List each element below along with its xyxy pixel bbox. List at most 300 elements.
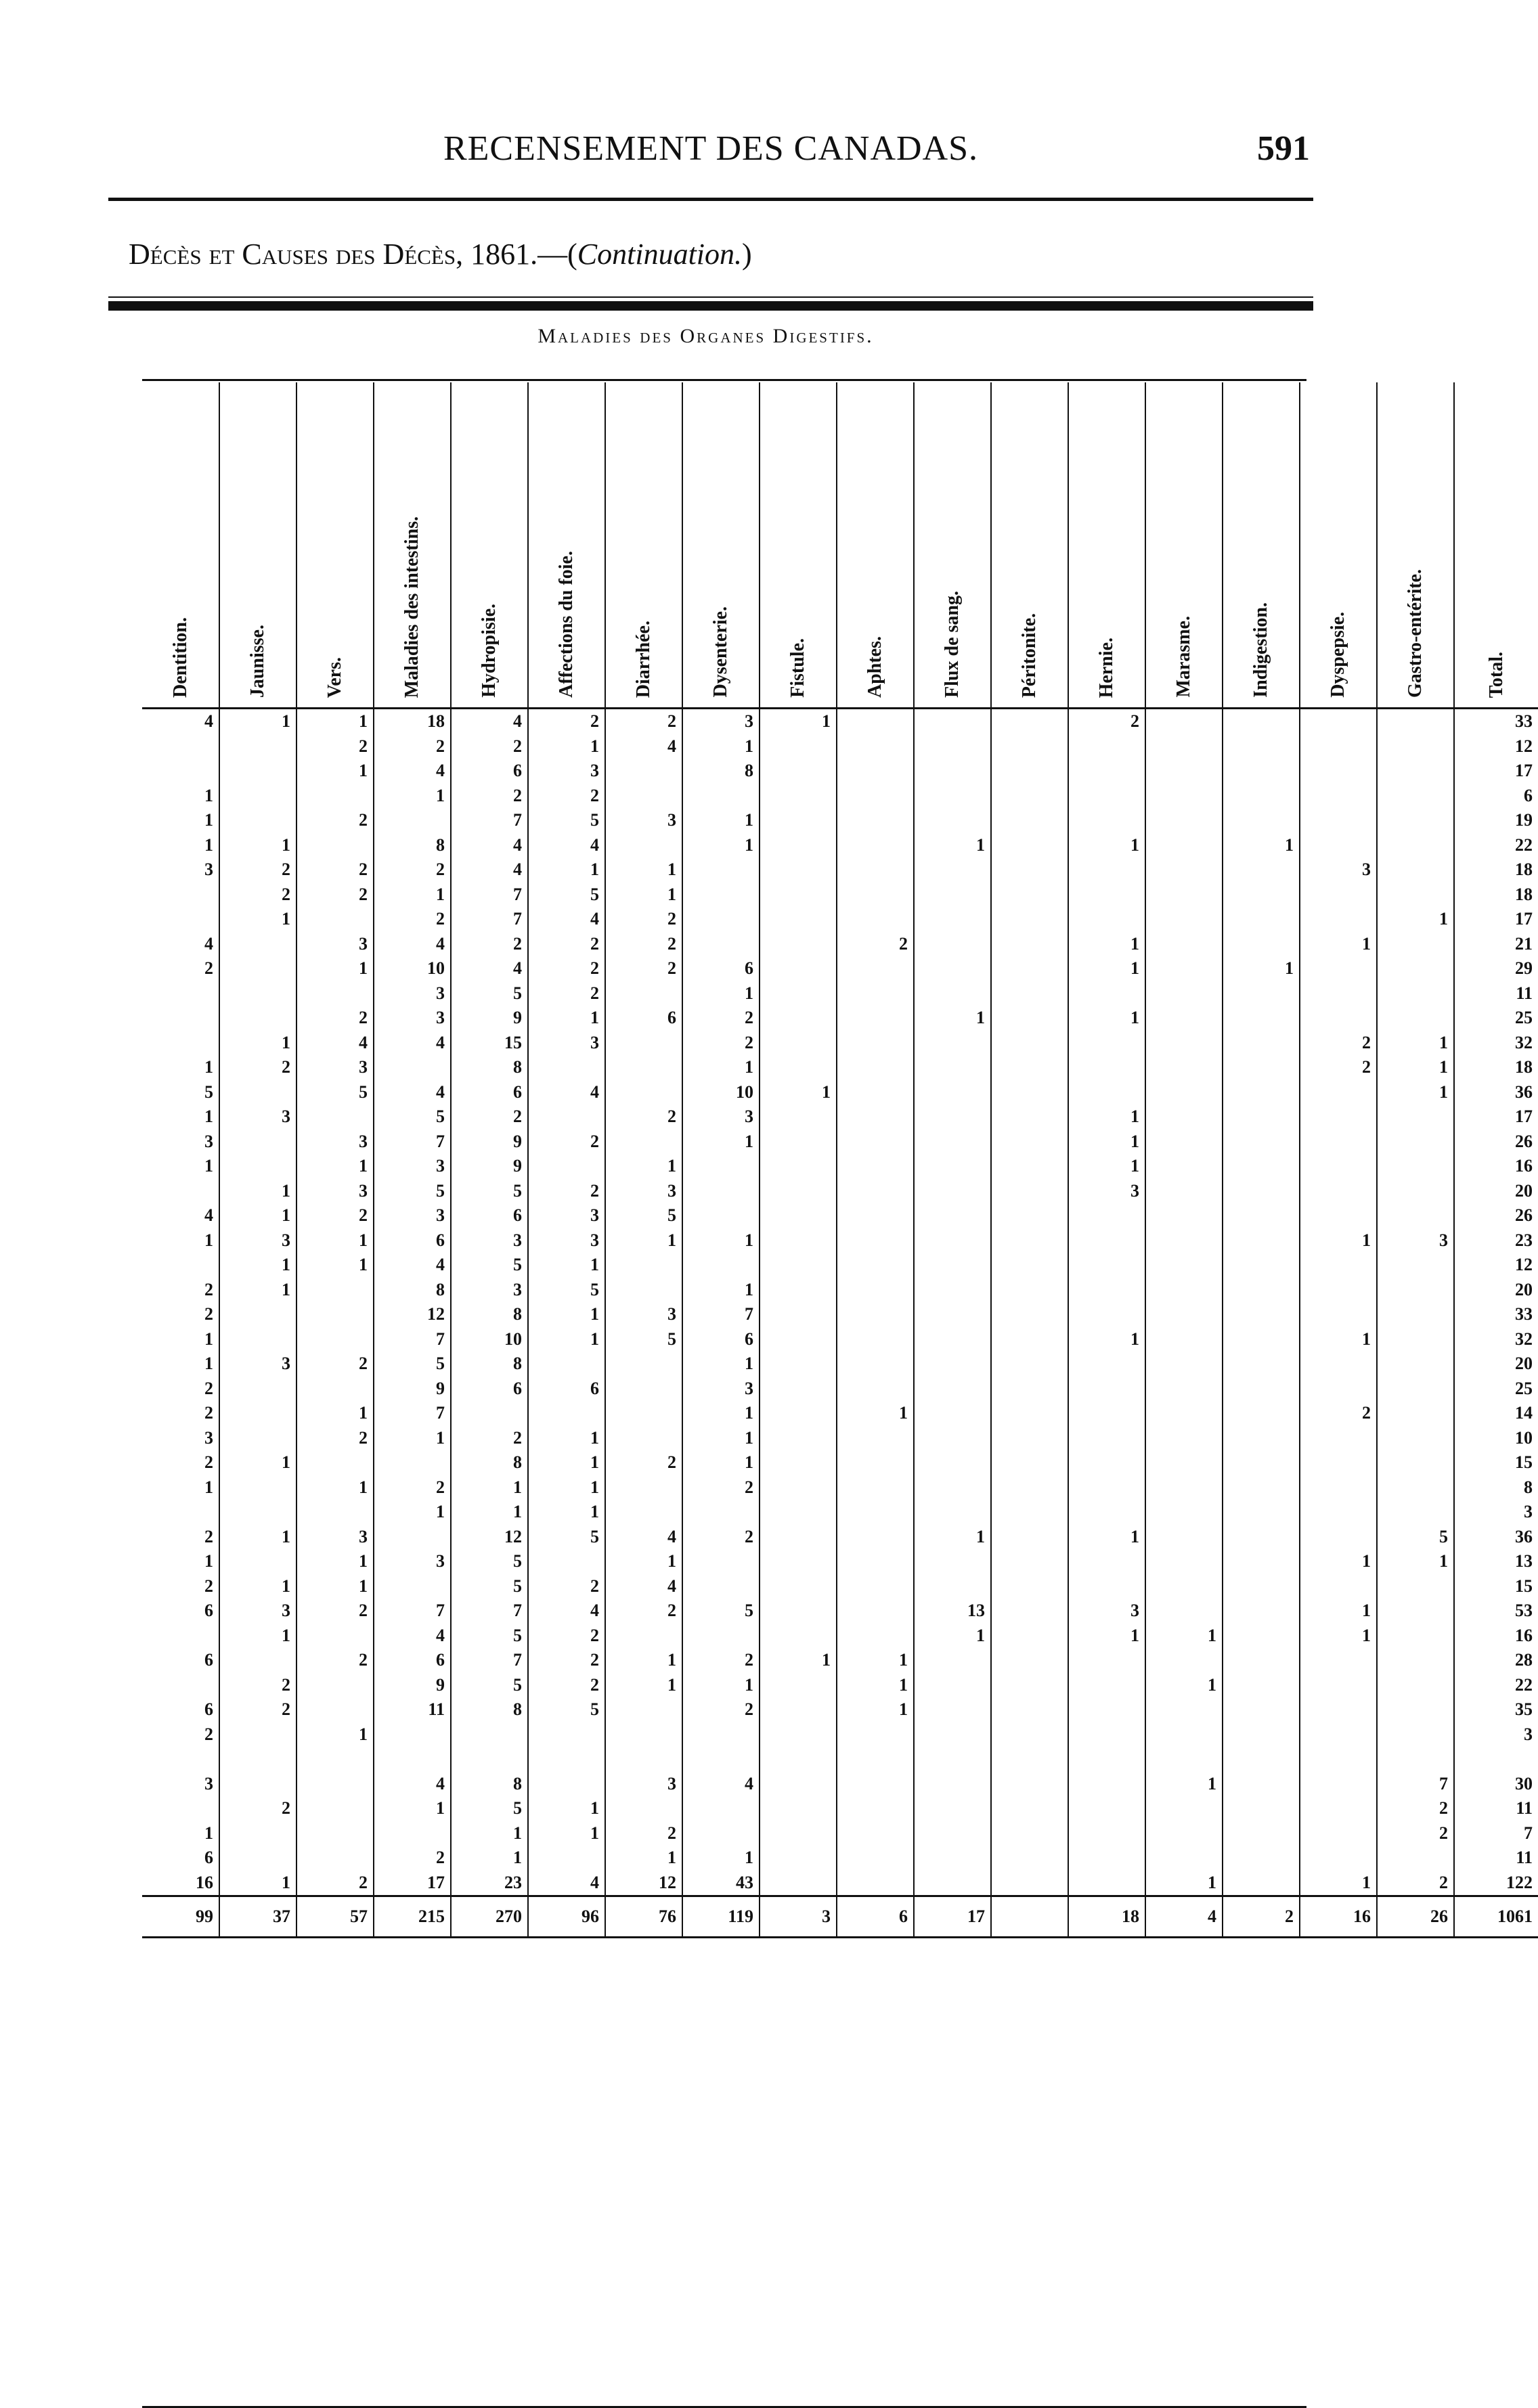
table-cell: 7 bbox=[451, 1648, 528, 1673]
table-row bbox=[142, 1722, 1538, 1747]
table-cell bbox=[914, 932, 991, 957]
table-cell bbox=[991, 1821, 1068, 1846]
table-cell: 1 bbox=[914, 833, 991, 858]
table-cell: 4 bbox=[451, 709, 528, 734]
column-header-label: Hernie. bbox=[1096, 637, 1117, 698]
table-cell bbox=[914, 1154, 991, 1179]
table-cell bbox=[1068, 734, 1145, 759]
table-cell bbox=[1068, 1055, 1145, 1080]
column-total-cell: 26 bbox=[1377, 1896, 1454, 1938]
table-cell: 1 bbox=[451, 1475, 528, 1500]
table-cell bbox=[142, 1673, 219, 1698]
table-cell: 3 bbox=[682, 709, 760, 734]
table-cell: 2 bbox=[451, 1105, 528, 1130]
table-cell bbox=[837, 1377, 914, 1402]
table-cell bbox=[219, 1549, 296, 1574]
table-cell bbox=[914, 1821, 991, 1846]
table-cell bbox=[682, 883, 760, 908]
table-cell: 2 bbox=[219, 1673, 296, 1698]
table-cell bbox=[1145, 932, 1223, 957]
table-cell bbox=[914, 709, 991, 734]
table-cell bbox=[914, 1450, 991, 1475]
table-cell bbox=[991, 709, 1068, 734]
table-cell: 10 bbox=[682, 1080, 760, 1105]
table-cell bbox=[1223, 1080, 1300, 1105]
table-cell: 7 bbox=[374, 1327, 451, 1352]
table-cell bbox=[837, 734, 914, 759]
column-header-label: Aphtes. bbox=[864, 636, 885, 698]
column-header-label: Indigestion. bbox=[1250, 602, 1271, 698]
table-cell: 5 bbox=[605, 1203, 682, 1228]
table-row bbox=[142, 1821, 1538, 1846]
table-cell bbox=[1223, 1599, 1300, 1624]
table-cell: 1 bbox=[605, 1549, 682, 1574]
table-cell bbox=[914, 1772, 991, 1797]
column-header-label: Jaunisse. bbox=[247, 624, 268, 698]
table-cell bbox=[1145, 1648, 1223, 1673]
table-cell bbox=[760, 1006, 837, 1031]
table-cell bbox=[991, 1179, 1068, 1204]
table-row bbox=[142, 1450, 1538, 1475]
table-cell bbox=[991, 734, 1068, 759]
table-cell bbox=[837, 1352, 914, 1377]
table-cell: 18 bbox=[374, 709, 451, 734]
row-total-cell: 20 bbox=[1454, 1352, 1538, 1377]
table-cell: 2 bbox=[528, 784, 605, 809]
table-row bbox=[142, 1549, 1538, 1574]
table-cell bbox=[296, 1846, 374, 1871]
table-cell bbox=[374, 1055, 451, 1080]
table-cell bbox=[1223, 1624, 1300, 1649]
table-cell bbox=[1300, 734, 1377, 759]
table-cell bbox=[760, 932, 837, 957]
table-cell: 2 bbox=[204, 1724, 213, 1744]
column-header-label: Gastro-entérite. bbox=[1405, 569, 1426, 698]
table-cell bbox=[1145, 1327, 1223, 1352]
table-cell: 2 bbox=[204, 1526, 213, 1546]
table-cell bbox=[528, 1747, 605, 1772]
table-cell: 5 bbox=[528, 883, 605, 908]
table-cell: 1 bbox=[760, 1648, 837, 1673]
table-cell bbox=[914, 734, 991, 759]
table-cell: 1 bbox=[219, 709, 296, 734]
row-total-cell: 23 bbox=[1454, 1228, 1538, 1253]
table-cell: 4 bbox=[682, 1772, 760, 1797]
table-cell bbox=[219, 1426, 296, 1451]
table-cell bbox=[991, 1624, 1068, 1649]
table-cell bbox=[1377, 1105, 1454, 1130]
table-cell: 1 bbox=[1377, 1549, 1454, 1574]
table-cell: 9 bbox=[374, 1377, 451, 1402]
table-cell: 1 bbox=[296, 1154, 374, 1179]
table-cell bbox=[1145, 1722, 1223, 1747]
table-cell: 1 bbox=[605, 1648, 682, 1673]
table-cell bbox=[1145, 759, 1223, 784]
table-cell bbox=[914, 1747, 991, 1772]
table-cell bbox=[991, 1253, 1068, 1278]
table-cell bbox=[1145, 1450, 1223, 1475]
table-cell: 1 bbox=[1300, 1327, 1377, 1352]
column-header-label: Hydropisie. bbox=[479, 604, 500, 698]
table-cell: 2 bbox=[374, 1475, 451, 1500]
table-row bbox=[142, 808, 1538, 833]
table-cell bbox=[991, 1377, 1068, 1402]
table-cell bbox=[1145, 1179, 1223, 1204]
table-cell bbox=[1377, 1327, 1454, 1352]
column-total-cell: 76 bbox=[605, 1896, 682, 1938]
table-cell bbox=[296, 1624, 374, 1649]
table-cell bbox=[1377, 784, 1454, 809]
table-cell: 7 bbox=[451, 808, 528, 833]
table-cell bbox=[1223, 1278, 1300, 1303]
table-cell: 1 bbox=[219, 1525, 296, 1550]
table-cell bbox=[837, 1105, 914, 1130]
table-cell bbox=[837, 1278, 914, 1303]
table-cell bbox=[1300, 1450, 1377, 1475]
table-cell bbox=[991, 1747, 1068, 1772]
table-cell: 3 bbox=[204, 860, 213, 880]
table-cell: 1 bbox=[528, 1796, 605, 1821]
table-cell: 2 bbox=[374, 1846, 451, 1871]
row-total-cell: 3 bbox=[1454, 1500, 1538, 1525]
table-cell bbox=[1145, 1130, 1223, 1155]
column-total-cell: 37 bbox=[219, 1896, 296, 1938]
table-cell bbox=[914, 857, 991, 883]
row-total-cell: 12 bbox=[1454, 734, 1538, 759]
table-cell bbox=[142, 734, 219, 759]
table-cell bbox=[760, 981, 837, 1006]
table-cell: 3 bbox=[296, 1179, 374, 1204]
column-header bbox=[837, 382, 914, 709]
table-cell: 1 bbox=[219, 1450, 296, 1475]
table-cell: 2 bbox=[1300, 1401, 1377, 1426]
table-cell bbox=[374, 1450, 451, 1475]
table-cell bbox=[760, 1228, 837, 1253]
table-cell bbox=[914, 1673, 991, 1698]
table-cell: 2 bbox=[528, 932, 605, 957]
table-row bbox=[142, 1253, 1538, 1278]
table-cell bbox=[1145, 808, 1223, 833]
table-cell bbox=[605, 1697, 682, 1722]
table-cell: 1 bbox=[528, 1450, 605, 1475]
table-cell: 5 bbox=[451, 981, 528, 1006]
table-cell bbox=[1145, 1599, 1223, 1624]
table-row bbox=[142, 883, 1538, 908]
table-cell: 1 bbox=[204, 1551, 213, 1571]
table-cell bbox=[1223, 1747, 1300, 1772]
table-cell bbox=[837, 1302, 914, 1327]
table-cell: 1 bbox=[296, 1253, 374, 1278]
table-row bbox=[142, 1500, 1538, 1525]
table-cell: 1 bbox=[528, 857, 605, 883]
table-cell: 4 bbox=[605, 1525, 682, 1550]
table-cell bbox=[1377, 709, 1454, 734]
table-cell bbox=[1223, 1549, 1300, 1574]
table-cell: 1 bbox=[451, 1846, 528, 1871]
table-cell bbox=[914, 1253, 991, 1278]
table-row bbox=[142, 1401, 1538, 1426]
table-cell: 3 bbox=[219, 1228, 296, 1253]
table-cell: 5 bbox=[296, 1080, 374, 1105]
running-title: RECENSEMENT DES CANADAS. bbox=[443, 129, 979, 168]
table-cell: 1 bbox=[219, 1179, 296, 1204]
table-cell: 1 bbox=[204, 810, 213, 830]
table-cell bbox=[1377, 1253, 1454, 1278]
table-cell bbox=[760, 883, 837, 908]
column-total-cell: 4 bbox=[1145, 1896, 1223, 1938]
table-cell: 6 bbox=[682, 1327, 760, 1352]
table-cell bbox=[760, 784, 837, 809]
table-cell: 2 bbox=[296, 734, 374, 759]
table-row bbox=[142, 1055, 1538, 1080]
table-cell bbox=[1223, 1327, 1300, 1352]
table-cell: 3 bbox=[1068, 1599, 1145, 1624]
table-cell: 5 bbox=[451, 1624, 528, 1649]
table-row bbox=[142, 709, 1538, 734]
table-cell: 1 bbox=[204, 1329, 213, 1349]
table-cell: 1 bbox=[1377, 1031, 1454, 1056]
page-caption bbox=[129, 237, 752, 271]
table-cell bbox=[760, 1278, 837, 1303]
table-cell bbox=[914, 1105, 991, 1130]
table-cell: 7 bbox=[1377, 1772, 1454, 1797]
table-cell: 2 bbox=[682, 1031, 760, 1056]
table-cell bbox=[991, 1574, 1068, 1599]
table-cell bbox=[296, 833, 374, 858]
table-cell: 5 bbox=[528, 1278, 605, 1303]
row-total-cell: 33 bbox=[1454, 709, 1538, 734]
table-cell: 1 bbox=[374, 1796, 451, 1821]
table-cell bbox=[1068, 1747, 1145, 1772]
row-total-cell: 11 bbox=[1454, 1846, 1538, 1871]
table-cell bbox=[1223, 1203, 1300, 1228]
table-cell: 1 bbox=[528, 734, 605, 759]
column-header bbox=[1223, 382, 1300, 709]
table-cell bbox=[1068, 1031, 1145, 1056]
table-cell: 12 bbox=[451, 1525, 528, 1550]
table-cell bbox=[1223, 1179, 1300, 1204]
table-cell bbox=[1300, 1105, 1377, 1130]
table-cell bbox=[605, 1055, 682, 1080]
table-cell bbox=[1377, 1278, 1454, 1303]
table-cell bbox=[451, 1722, 528, 1747]
table-row bbox=[142, 1377, 1538, 1402]
table-cell bbox=[219, 1377, 296, 1402]
table-cell: 23 bbox=[451, 1871, 528, 1896]
table-cell bbox=[1223, 1130, 1300, 1155]
column-total-cell: 99 bbox=[142, 1896, 219, 1938]
table-cell bbox=[837, 956, 914, 981]
table-cell bbox=[914, 759, 991, 784]
table-cell bbox=[682, 1203, 760, 1228]
table-cell bbox=[1377, 1154, 1454, 1179]
table-cell bbox=[1145, 709, 1223, 734]
table-cell bbox=[1145, 784, 1223, 809]
table-cell: 8 bbox=[451, 1697, 528, 1722]
table-cell bbox=[1223, 1796, 1300, 1821]
table-cell bbox=[991, 759, 1068, 784]
column-total-cell: 18 bbox=[1068, 1896, 1145, 1938]
table-cell bbox=[1300, 709, 1377, 734]
row-total-cell: 30 bbox=[1454, 1772, 1538, 1797]
table-cell bbox=[219, 956, 296, 981]
table-cell: 1 bbox=[204, 785, 213, 805]
table-cell: 2 bbox=[219, 857, 296, 883]
table-cell bbox=[991, 808, 1068, 833]
table-cell bbox=[837, 1624, 914, 1649]
table-cell: 2 bbox=[296, 1599, 374, 1624]
table-cell bbox=[296, 1772, 374, 1797]
table-cell bbox=[528, 1352, 605, 1377]
table-cell bbox=[219, 1302, 296, 1327]
row-total-cell: 22 bbox=[1454, 1673, 1538, 1698]
table-cell bbox=[1145, 1846, 1223, 1871]
table-cell bbox=[1145, 1475, 1223, 1500]
caption-rule-thin bbox=[108, 296, 1313, 298]
table-cell: 1 bbox=[1377, 1080, 1454, 1105]
table-cell bbox=[1300, 1525, 1377, 1550]
table-cell bbox=[374, 1821, 451, 1846]
table-cell bbox=[1377, 981, 1454, 1006]
table-cell: 2 bbox=[296, 857, 374, 883]
table-cell: 1 bbox=[528, 1426, 605, 1451]
table-cell bbox=[605, 1500, 682, 1525]
table-cell: 1 bbox=[1068, 1105, 1145, 1130]
table-cell bbox=[837, 1574, 914, 1599]
table-cell bbox=[837, 759, 914, 784]
table-cell: 1 bbox=[528, 1006, 605, 1031]
table-cell: 1 bbox=[682, 833, 760, 858]
table-cell bbox=[451, 1747, 528, 1772]
table-cell: 1 bbox=[219, 1624, 296, 1649]
table-cell: 2 bbox=[374, 857, 451, 883]
table-cell: 3 bbox=[296, 1130, 374, 1155]
table-cell: 2 bbox=[682, 1525, 760, 1550]
table-cell bbox=[837, 1203, 914, 1228]
table-cell bbox=[682, 932, 760, 957]
row-total-cell: 17 bbox=[1454, 759, 1538, 784]
table-cell bbox=[760, 1846, 837, 1871]
column-total-cell: 119 bbox=[682, 1896, 760, 1938]
table-cell: 1 bbox=[682, 981, 760, 1006]
table-cell bbox=[605, 759, 682, 784]
table-cell bbox=[1223, 1722, 1300, 1747]
table-cell bbox=[1223, 1871, 1300, 1896]
table-cell: 3 bbox=[374, 1006, 451, 1031]
table-cell bbox=[682, 1253, 760, 1278]
table-cell: 1 bbox=[1068, 1525, 1145, 1550]
table-cell bbox=[914, 1648, 991, 1673]
table-cell bbox=[682, 1796, 760, 1821]
table-cell bbox=[1223, 1426, 1300, 1451]
table-cell bbox=[837, 1426, 914, 1451]
table-cell: 4 bbox=[374, 1624, 451, 1649]
column-header bbox=[682, 382, 760, 709]
table-cell bbox=[1068, 1080, 1145, 1105]
table-cell bbox=[605, 833, 682, 858]
table-cell bbox=[914, 1031, 991, 1056]
table-cell: 2 bbox=[296, 1006, 374, 1031]
table-cell bbox=[1377, 734, 1454, 759]
table-cell bbox=[1300, 1278, 1377, 1303]
table-cell bbox=[1300, 1302, 1377, 1327]
table-cell bbox=[760, 808, 837, 833]
table-cell: 2 bbox=[605, 1599, 682, 1624]
table-cell bbox=[1068, 883, 1145, 908]
table-cell bbox=[605, 1253, 682, 1278]
row-total-cell: 12 bbox=[1454, 1253, 1538, 1278]
table-cell: 1 bbox=[1300, 1624, 1377, 1649]
section-heading: Maladies des Organes Digestifs. bbox=[537, 325, 874, 347]
column-header bbox=[374, 382, 451, 709]
table-cell bbox=[1223, 883, 1300, 908]
table-cell bbox=[991, 1599, 1068, 1624]
table-cell: 1 bbox=[1068, 833, 1145, 858]
table-cell: 3 bbox=[296, 1525, 374, 1550]
table-cell: 2 bbox=[204, 1576, 213, 1596]
table-row bbox=[142, 981, 1538, 1006]
table-cell: 2 bbox=[296, 1203, 374, 1228]
table-cell bbox=[528, 1105, 605, 1130]
table-cell bbox=[1377, 1450, 1454, 1475]
table-cell bbox=[219, 1154, 296, 1179]
table-cell bbox=[682, 784, 760, 809]
table-cell bbox=[1300, 1080, 1377, 1105]
table-cell bbox=[1068, 1278, 1145, 1303]
table-cell: 2 bbox=[219, 1796, 296, 1821]
table-cell bbox=[1377, 1352, 1454, 1377]
table-cell bbox=[991, 1080, 1068, 1105]
table-cell: 5 bbox=[374, 1179, 451, 1204]
table-cell bbox=[296, 1697, 374, 1722]
table-cell bbox=[991, 1031, 1068, 1056]
column-header bbox=[760, 382, 837, 709]
table-cell: 2 bbox=[528, 1574, 605, 1599]
table-cell: 1 bbox=[219, 1871, 296, 1896]
table-cell: 6 bbox=[605, 1006, 682, 1031]
table-cell bbox=[760, 1426, 837, 1451]
table-cell: 9 bbox=[374, 1673, 451, 1698]
table-cell: 1 bbox=[605, 1673, 682, 1698]
table-cell bbox=[760, 1796, 837, 1821]
table-cell bbox=[682, 1500, 760, 1525]
table-cell: 4 bbox=[374, 1772, 451, 1797]
table-cell: 1 bbox=[296, 1401, 374, 1426]
row-total-cell: 32 bbox=[1454, 1327, 1538, 1352]
table-cell bbox=[219, 1747, 296, 1772]
table-cell: 1 bbox=[1068, 932, 1145, 957]
table-cell: 11 bbox=[374, 1697, 451, 1722]
table-cell bbox=[1145, 734, 1223, 759]
table-cell bbox=[1300, 981, 1377, 1006]
column-header bbox=[296, 382, 374, 709]
table-cell bbox=[219, 1846, 296, 1871]
table-cell bbox=[1223, 1525, 1300, 1550]
column-header-label: Affections du foie. bbox=[556, 551, 577, 698]
caption-continuation: Continuation. bbox=[577, 238, 743, 271]
table-cell bbox=[760, 833, 837, 858]
table-cell bbox=[991, 1846, 1068, 1871]
table-cell bbox=[837, 1722, 914, 1747]
caption-close: ) bbox=[742, 238, 752, 271]
table-cell bbox=[1377, 1574, 1454, 1599]
row-total-cell: 29 bbox=[1454, 956, 1538, 981]
table-cell bbox=[142, 1500, 219, 1525]
table-cell: 2 bbox=[528, 1624, 605, 1649]
table-cell bbox=[296, 1377, 374, 1402]
table-row bbox=[142, 734, 1538, 759]
table-cell bbox=[991, 1105, 1068, 1130]
